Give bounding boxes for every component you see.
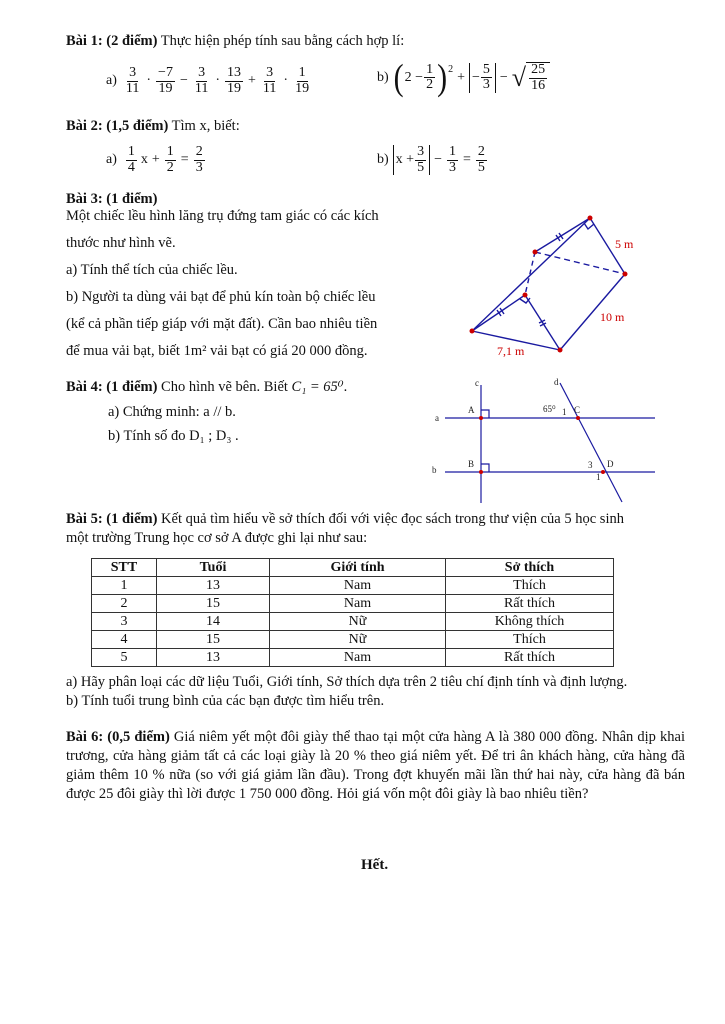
table-row: 4 15 Nữ Thích	[92, 631, 614, 649]
survey-table	[91, 558, 614, 667]
label-a: a	[435, 413, 439, 423]
label-c: c	[475, 378, 479, 388]
label-angle-3: 3	[588, 460, 593, 470]
table-row: 5 13 Nam Rất thích	[92, 649, 614, 667]
table-row: 2 15 Nam Rất thích	[92, 595, 614, 613]
tent-hidden-edge	[535, 252, 625, 274]
bai2-heading: Bài 2: (1,5 điểm) Tìm x, biết:	[66, 118, 240, 134]
bai1-expr-b: b) ( 2 − $\frac{1}{2}$ ) $^2$ + − $\frac{5}{3}$ − √ $\frac{25}{16}$	[377, 62, 550, 93]
bai1-heading: Bài 1: (2 điểm) Thực hiện phép tính sau bằng cách hợp lí:	[66, 33, 405, 49]
bai2-expr-b: b) x + $\frac{3}{5}$ − $\frac{1}{3}$ = $\frac{2}{5}$	[377, 144, 485, 175]
tent-label-10m: 10 m	[600, 310, 625, 324]
bai5-question-b: b) Tính tuổi trung bình của các bạn được tìm hiểu trên.	[66, 693, 385, 709]
bai5-heading: Bài 5: (1 điểm) Kết quả tìm hiểu về sở thích đối với việc đọc sách trong thư viện của 5 học sinh một trường Trung học cơ sở A được ghi lại như sau:	[66, 511, 624, 546]
bai5-question-a: a) Hãy phân loại các dữ liệu Tuổi, Giới tính, Sở thích dựa trên 2 tiêu chí định tính và định lượng.	[66, 674, 628, 690]
tent-hidden-edge	[525, 252, 535, 295]
parallel-lines-figure	[430, 375, 665, 505]
bai3-text: Một chiếc lều hình lăng trụ đứng tam giác có các kích thước như hình vẽ. a) Tính thể tích của chiếc lều. b) Người ta dùng vải bạt để phủ kín toàn bộ chiếc lều (kể cả phần tiếp giáp với mặt đất). Cần bao nhiêu tiền để mua vải bạt, biết 1m² vải bạt có giá 20 000 đồng.	[66, 208, 379, 359]
bai4-question-b: b) Tính số đo D₁ ; D₃ .	[108, 428, 239, 444]
table-row: 3 14 Nữ Không thích	[92, 613, 614, 631]
tent-edge	[472, 218, 590, 331]
tent-prism-figure	[460, 208, 650, 363]
label-angle-1: 1	[562, 407, 567, 417]
bai1-expr-a: a) $\frac{3}{11}$ · $\frac{-7}{19}$ − $\frac{3}{11}$ · $\frac{13}{19}$ + $\frac{3}{11}$ · $\frac{1}{19}$	[106, 65, 310, 96]
label-angle-65: 65⁰	[543, 404, 556, 414]
header-so-thich: Sở thích	[446, 559, 614, 577]
label-b: b	[432, 465, 437, 475]
bai2-expr-a: a) $\frac{1}{4}$ x + $\frac{1}{2}$ = $\frac{2}{3}$	[106, 144, 203, 175]
bai6-text: Bài 6: (0,5 điểm) Giá niêm yết một đôi giày thể thao tại một cửa hàng A là 380 000 đồng. Nhân dịp khai trương, cửa hàng giảm tất cả các loại giày là 20 % theo giá niêm yết. Để tri ân khách hàng, cửa hàng đã giảm thêm 10 % nữa (so với giá giảm lần đầu). Trong đợt khuyến mãi lần thứ hai này, cửa hàng đã bán được 25 đôi giày thì lời được 1 750 000 đồng. Hỏi giá vốn một đôi giày là bao nhiêu tiền?	[66, 729, 685, 802]
header-gioi-tinh: Giới tính	[270, 559, 446, 577]
bai4-heading: Bài 4: (1 điểm) Cho hình vẽ bên. Biết C₁ = 65⁰.	[66, 379, 348, 395]
header-tuoi: Tuổi	[157, 559, 270, 577]
label-d: d	[554, 377, 559, 387]
table-header-row	[92, 559, 614, 577]
tent-label-71m: 7,1 m	[497, 344, 525, 358]
line-d	[560, 383, 622, 502]
label-D: D	[607, 459, 614, 469]
label-angle-1b: 1	[596, 472, 601, 482]
label-B: B	[468, 459, 475, 469]
label-A: A	[468, 405, 475, 415]
bai3-heading: Bài 3: (1 điểm)	[66, 191, 158, 207]
label-C: C	[574, 405, 581, 415]
tent-edge	[525, 295, 560, 350]
bai4-question-a: a) Chứng minh: a // b.	[108, 404, 236, 420]
header-stt: STT	[92, 559, 157, 577]
end-marker: Hết.	[361, 857, 389, 873]
table-row: 1 13 Nam Thích	[92, 577, 614, 595]
tent-label-5m: 5 m	[615, 237, 634, 251]
tent-edge	[535, 218, 590, 252]
